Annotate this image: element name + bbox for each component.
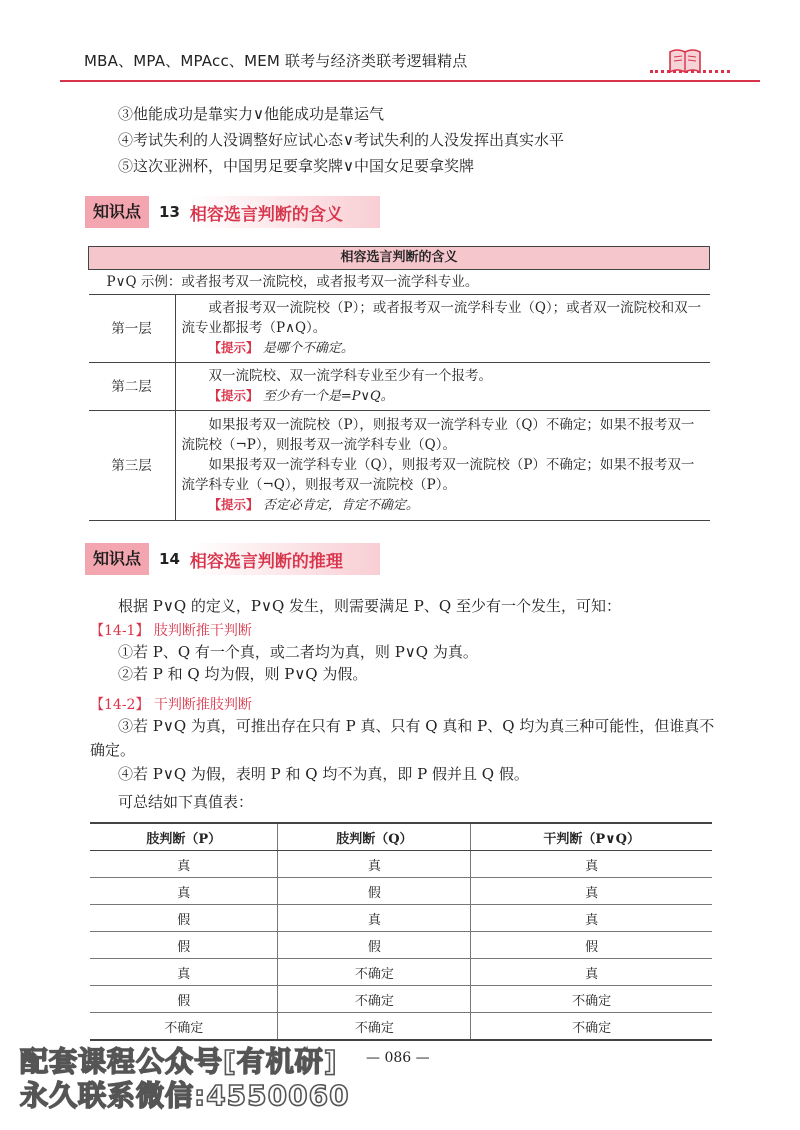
table-cell: 真 bbox=[471, 878, 712, 905]
hint-tag: 【提示】 bbox=[208, 497, 259, 512]
table-cell: 不确定 bbox=[278, 1013, 471, 1041]
body-intro: 根据 P∨Q 的定义，P∨Q 发生，则需要满足 P、Q 至少有一个发生，可知： bbox=[118, 597, 621, 615]
kp14-banner bbox=[85, 543, 380, 575]
watermark-line-2: 永久联系微信:4550060 bbox=[20, 1079, 350, 1112]
table-cell: 假 bbox=[90, 905, 278, 932]
rule-line-4: ④若 P∨Q 为假，表明 P 和 Q 均不为真，即 P 假并且 Q 假。 bbox=[118, 765, 529, 783]
table-row bbox=[90, 959, 712, 986]
table-cell: 真 bbox=[471, 905, 712, 932]
table-cell: 假 bbox=[278, 878, 471, 905]
level-label: 第二层 bbox=[89, 363, 176, 411]
level-label: 第三层 bbox=[89, 411, 176, 521]
level-content bbox=[175, 411, 710, 521]
level-text: 双一流院校、双一流学科专业至少有一个报考。 bbox=[208, 368, 492, 384]
rule-line-3a: ③若 P∨Q 为真，可推出存在只有 P 真、只有 Q 真和 P、Q 均为真三种可能性，但谁真不 bbox=[118, 717, 715, 735]
level-row-3 bbox=[89, 411, 710, 521]
table-cell: 不确定 bbox=[471, 1013, 712, 1041]
watermark-line-1: 配套课程公众号[有机研] bbox=[20, 1045, 338, 1078]
kp14-number: 14 bbox=[159, 550, 180, 568]
table-row bbox=[90, 932, 712, 959]
rule-line-3b: 确定。 bbox=[90, 741, 136, 759]
definition-table bbox=[88, 246, 710, 521]
truth-table-intro: 可总结如下真值表： bbox=[118, 793, 254, 811]
table-cell: 假 bbox=[471, 932, 712, 959]
truth-table-header: 肢判断（Q） bbox=[278, 823, 471, 851]
page-header bbox=[60, 40, 760, 82]
kp14-title: 相容选言判断的推理 bbox=[189, 551, 343, 572]
header-title: MBA、MPA、MPAcc、MEM 联考与经济类联考逻辑精点 bbox=[84, 52, 468, 70]
table-cell: 假 bbox=[90, 932, 278, 959]
truth-table-header: 干判断（P∨Q） bbox=[471, 823, 712, 851]
table-cell: 不确定 bbox=[278, 986, 471, 1013]
hint-text: 至少有一个是=P∨Q。 bbox=[262, 389, 394, 404]
rule-line-1: ①若 P、Q 有一个真，或二者均为真，则 P∨Q 为真。 bbox=[118, 643, 478, 661]
kp13-banner bbox=[85, 196, 380, 228]
kp13-number: 13 bbox=[159, 203, 180, 221]
level-text: 或者报考双一流院校（P）；或者报考双一流学科专业（Q）；或者双一流院校和双一流专业都报考（P∧Q）。 bbox=[181, 300, 702, 336]
intro-line-5: ⑤这次亚洲杯，中国男足要拿奖牌∨中国女足要拿奖牌 bbox=[118, 157, 474, 175]
table-cell: 真 bbox=[90, 851, 278, 878]
subheading-14-1: 【14-1】 肢判断推干判断 bbox=[90, 623, 252, 639]
level-row-1 bbox=[89, 295, 710, 363]
table-cell: 真 bbox=[90, 878, 278, 905]
table-cell: 真 bbox=[90, 959, 278, 986]
level-content bbox=[175, 295, 710, 363]
table-row bbox=[90, 851, 712, 878]
table-cell: 不确定 bbox=[90, 1013, 278, 1041]
subheading-14-2: 【14-2】 干判断推肢判断 bbox=[90, 697, 252, 713]
table-row bbox=[90, 905, 712, 932]
hint-tag: 【提示】 bbox=[208, 340, 259, 355]
table-cell: 真 bbox=[471, 959, 712, 986]
table-cell: 不确定 bbox=[471, 986, 712, 1013]
truth-table bbox=[90, 822, 712, 1041]
level-text: 如果报考双一流学科专业（Q），则报考双一流院校（P）不确定；如果不报考双一流学科专业（¬Q），则报考双一流院校（P）。 bbox=[181, 457, 695, 493]
hint-tag: 【提示】 bbox=[208, 388, 259, 403]
table-cell: 真 bbox=[278, 905, 471, 932]
table-row bbox=[90, 986, 712, 1013]
level-label: 第一层 bbox=[89, 295, 176, 363]
truth-table-header: 肢判断（P） bbox=[90, 823, 278, 851]
kp13-label: 知识点 bbox=[85, 196, 149, 228]
hint-text: 是哪个不确定。 bbox=[262, 341, 354, 356]
intro-line-4: ④考试失利的人没调整好应试心态∨考试失利的人没发挥出真实水平 bbox=[118, 131, 564, 149]
level-row-2 bbox=[89, 363, 710, 411]
truth-table-header-row bbox=[90, 823, 712, 851]
level-content bbox=[175, 363, 710, 411]
table-cell: 真 bbox=[471, 851, 712, 878]
kp14-label: 知识点 bbox=[85, 543, 149, 575]
table-cell: 假 bbox=[278, 932, 471, 959]
definition-example: P∨Q 示例：或者报考双一流院校，或者报考双一流学科专业。 bbox=[89, 270, 710, 295]
table-cell: 不确定 bbox=[278, 959, 471, 986]
level-text: 如果报考双一流院校（P），则报考双一流学科专业（Q）不确定；如果不报考双一流院校（¬P），则报考双一流学科专业（Q）。 bbox=[181, 417, 695, 453]
table-cell: 假 bbox=[90, 986, 278, 1013]
definition-table-heading: 相容选言判断的含义 bbox=[89, 247, 710, 270]
kp13-title: 相容选言判断的含义 bbox=[189, 204, 343, 225]
intro-line-3: ③他能成功是靠实力∨他能成功是靠运气 bbox=[118, 105, 384, 123]
table-cell: 真 bbox=[278, 851, 471, 878]
table-row bbox=[90, 1013, 712, 1041]
book-icon bbox=[668, 46, 702, 74]
hint-text: 否定必肯定，肯定不确定。 bbox=[262, 498, 419, 513]
table-row bbox=[90, 878, 712, 905]
page-number: — 086 — bbox=[366, 1050, 430, 1066]
rule-line-2: ②若 P 和 Q 均为假，则 P∨Q 为假。 bbox=[118, 665, 368, 683]
